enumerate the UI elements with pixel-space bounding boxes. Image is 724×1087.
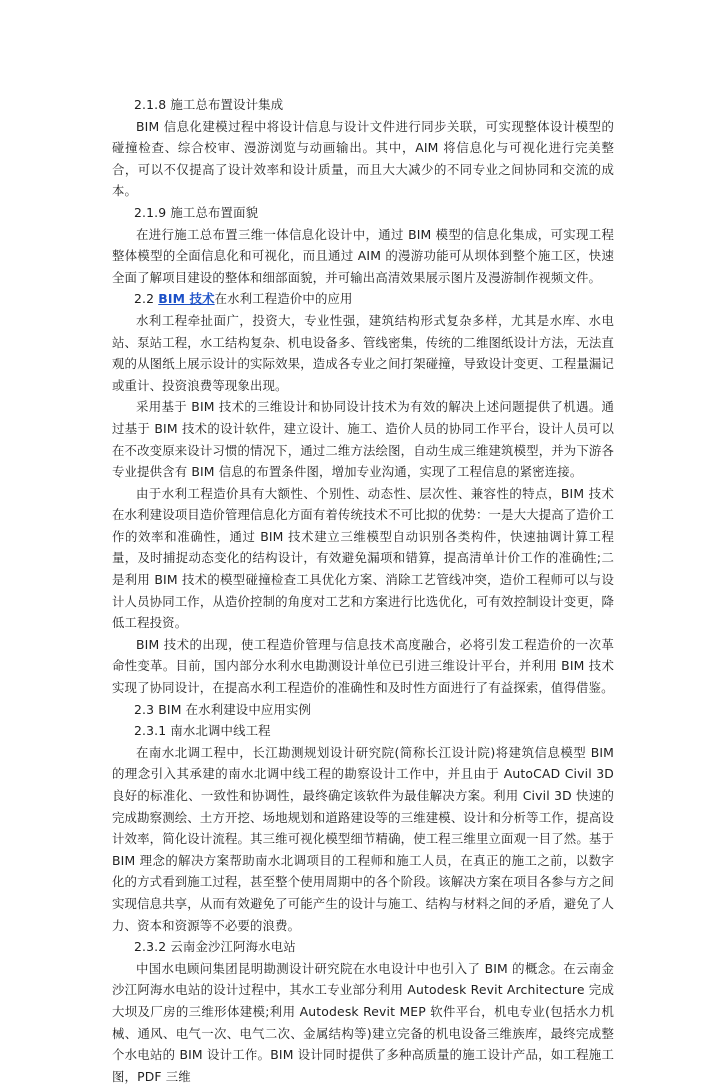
heading-2-1-8: 2.1.8 施工总布置设计集成 <box>134 97 284 112</box>
heading-2-3: 2.3 BIM 在水利建设中应用实例 <box>134 701 312 717</box>
heading-2-2 <box>112 288 614 310</box>
bim-technology-link[interactable]: BIM 技术 <box>158 291 215 307</box>
heading-2-1-9: 2.1.9 施工总布置面貌 <box>134 204 259 220</box>
document-page <box>112 94 614 1087</box>
paragraph: 中国水电顾问集团昆明勘测设计研究院在水电设计中也引入了 BIM 的概念。在云南金沙江阿海水电站的设计过程中，其水工专业部分利用 Autodesk Revit Architecture 完成大坝及厂房的三维形体建模;利用 Autodesk Revit MEP 软件平台，机电专业(包括水力机械、通风、电气一次、电气二次、金属结构等)建立完备的机电设备三维族库，最终完成整个水电站的 BIM 设计工作。BIM 设计同时提供了多种高质量的施工设计产品，如工程施工图，PDF 三维 <box>112 960 614 1084</box>
paragraph: 在南水北调工程中，长江勘测规划设计研究院(简称长江设计院)将建筑信息模型 BIM 的理念引入其承建的南水北调中线工程的勘察设计工作中，并且由于 AutoCAD Civil 3D 良好的标准化、一致性和协调性，最终确定该软件为最佳解决方案。利用 Civil 3D 快速的完成勘察测绘、土方开挖、场地规划和道路建设等的三维建模、设计和分析等工作，提高设计效率，简化设计流程。其三维可视化模型细节精确，使工程三维里立面观一目了然。基于 BIM 理念的解决方案帮助南水北调项目的工程师和施工人员，在真正的施工之前，以数字化的方式看到施工过程，甚至整个使用周期中的各个阶段。该解决方案在项目各参与方之间实现信息共享，从而有效避免了可能产生的设计与施工、结构与材料之间的矛盾，避免了人力、资本和资源等不必要的浪费。 <box>112 744 614 933</box>
heading-2-3-2: 2.3.2 云南金沙江阿海水电站 <box>134 939 296 955</box>
paragraph: 在进行施工总布置三维一体信息化设计中，通过 BIM 模型的信息化集成，可实现工程整体模型的全面信息化和可视化，而且通过 AIM 的漫游功能可从坝体到整个施工区，快速全面了解项目建设的整体和细部面貌，并可输出高清效果展示图片及漫游制作视频文件。 <box>112 226 614 285</box>
heading-prefix: 2.2 <box>134 291 159 307</box>
paragraph: BIM 信息化建模过程中将设计信息与设计文件进行同步关联，可实现整体设计模型的碰撞检查、综合校审、漫游浏览与动画输出。其中，AIM 将信息化与可视化进行完美整合，可以不仅提高了设计效率和设计质量，而且大大减少的不同专业之间协同和交流的成本。 <box>112 118 614 199</box>
heading-2-3-1: 2.3.1 南水北调中线工程 <box>134 723 271 739</box>
paragraph: 水利工程牵扯面广，投资大，专业性强，建筑结构形式复杂多样，尤其是水库、水电站、泵站工程，水工结构复杂、机电设备多、管线密集，传统的二维图纸设计方法，无法直观的从图纸上展示设计的实际效果，造成各专业之间打架碰撞，导致设计变更、工程量漏记或重计、投资浪费等现象出现。 <box>112 312 614 393</box>
paragraph: 由于水利工程造价具有大额性、个别性、动态性、层次性、兼容性的特点，BIM 技术在水利建设项目造价管理信息化方面有着传统技术不可比拟的优势：一是大大提高了造价工作的效率和准确性，通过 BIM 技术建立三维模型自动识别各类构件，快速抽调计算工程量，及时捕捉动态变化的结构设计，有效避免漏项和错算，提高清单计价工作的准确性;二是利用 BIM 技术的模型碰撞检查工具优化方案、消除工艺管线冲突，造价工程师可以与设计人员协同工作，从造价控制的角度对工艺和方案进行比选优化，可有效控制设计变更，降低工程投资。 <box>112 485 614 631</box>
paragraph: BIM 技术的出现，使工程造价管理与信息技术高度融合，必将引发工程造价的一次革命性变革。目前，国内部分水利水电勘测设计单位已引进三维设计平台，并利用 BIM 技术实现了协同设计，在提高水利工程造价的准确性和及时性方面进行了有益探索，值得借鉴。 <box>112 636 614 696</box>
paragraph: 采用基于 BIM 技术的三维设计和协同设计技术为有效的解决上述问题提供了机遇。通过基于 BIM 技术的设计软件，建立设计、施工、造价人员的协同工作平台，设计人员可以在不改变原来设计习惯的情况下，通过二维方法绘图，自动生成三维建筑模型，并为下游各专业提供含有 BIM 信息的布置条件图，增加专业沟通，实现了工程信息的紧密连接。 <box>112 399 614 480</box>
heading-suffix: 在水利工程造价中的应用 <box>214 291 353 307</box>
